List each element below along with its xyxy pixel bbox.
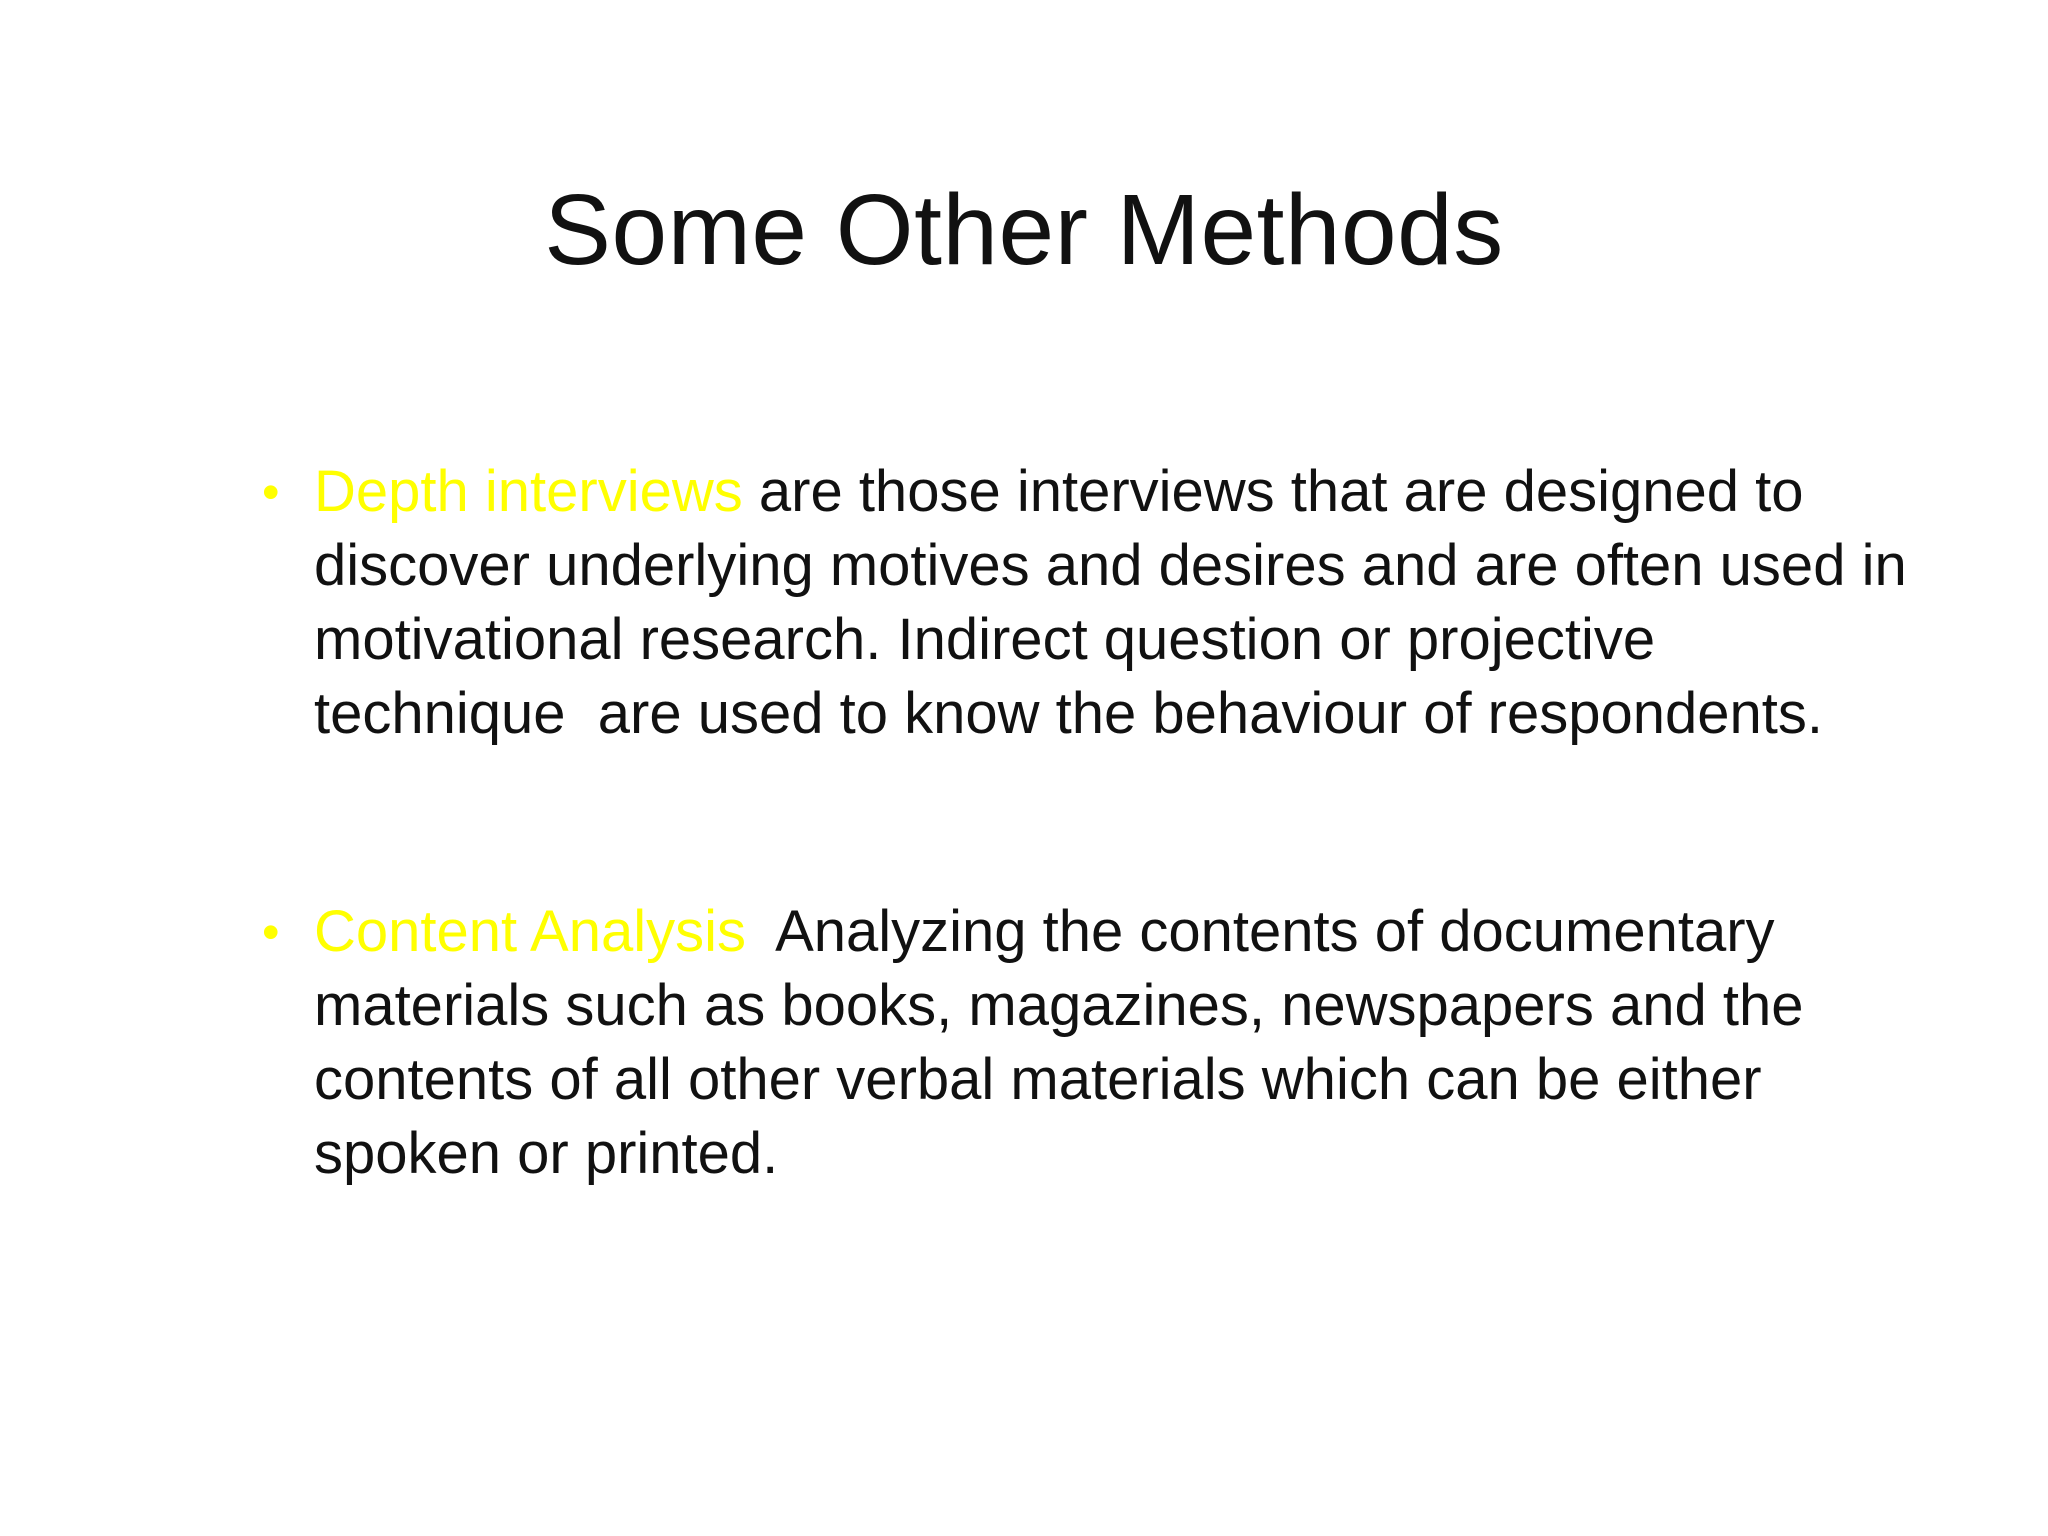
bullet-text: Analyzing the contents of documentary materials such as books, magazines, newspapers and the contents of all other verbal materials which can be either spoken or printed. [314, 899, 1820, 1186]
bullet-list [262, 455, 1922, 1191]
bullet-separator [746, 899, 775, 964]
bullet-item-depth-interviews [262, 455, 1922, 751]
bullet-dot-icon: • [262, 904, 280, 960]
bullet-text: are those interviews that are designed to discover underlying motives and desires and are often used in motivational research. Indirect question or projective technique are used to know the behaviour of respondents. [314, 459, 1923, 746]
slide-title: Some Other Methods [544, 174, 1504, 286]
bullet-dot-icon: • [262, 464, 280, 520]
bullet-item-content-analysis [262, 895, 1922, 1191]
bullet-separator [743, 459, 759, 524]
bullet-term: Content Analysis [314, 899, 747, 964]
bullet-term: Depth interviews [314, 459, 743, 524]
